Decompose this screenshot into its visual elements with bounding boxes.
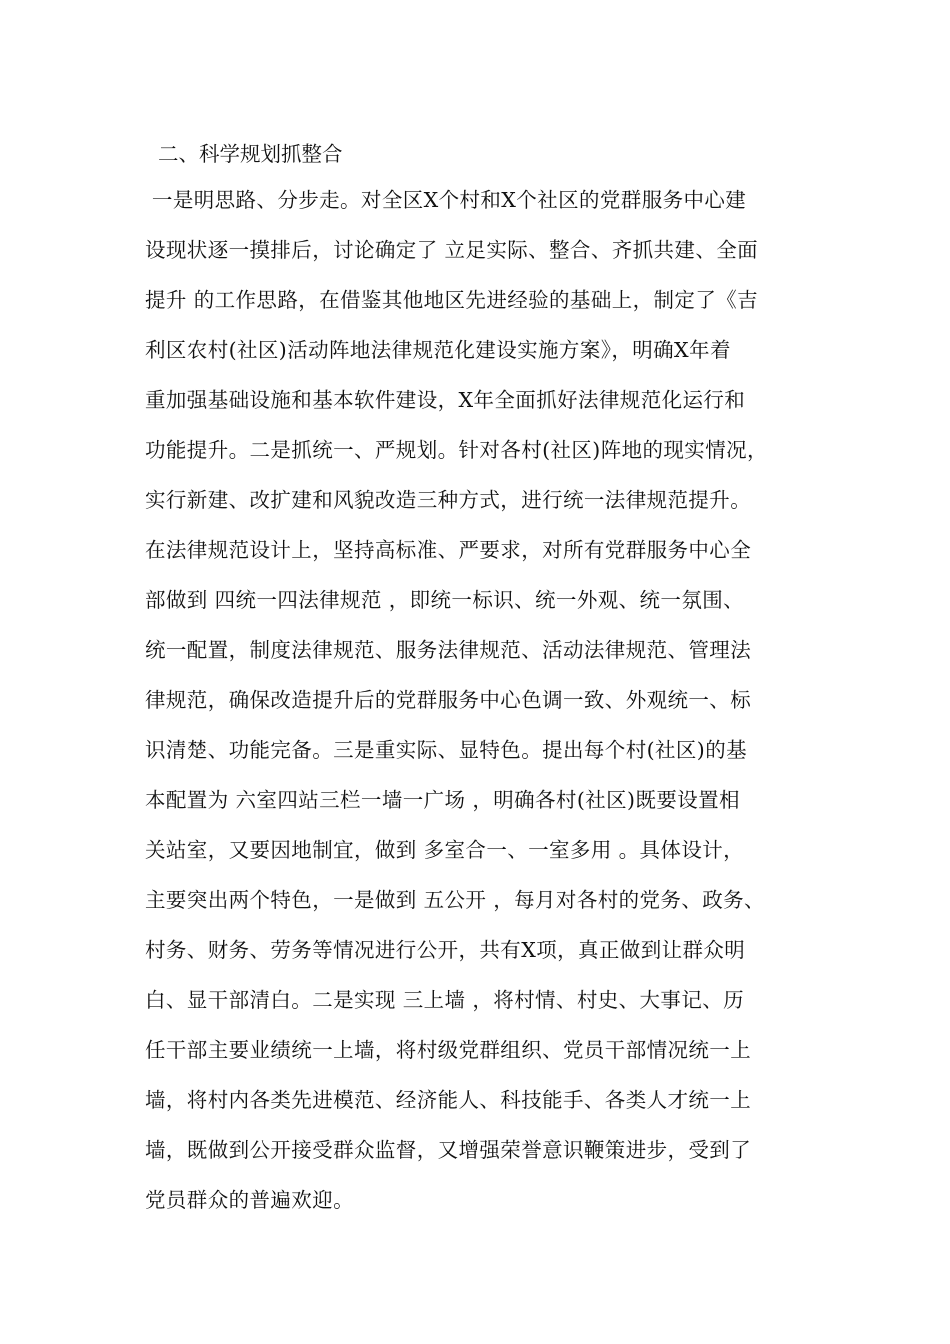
text-line: 统一配置，制度法律规范、服务法律规范、活动法律规范、管理法 [145, 638, 752, 662]
text-line: 任干部主要业绩统一上墙，将村级党群组织、党员干部情况统一上 [145, 1038, 752, 1062]
text-line: 本配置为 六室四站三栏一墙一广场 ，明确各村(社区)既要设置相 [145, 788, 740, 812]
text-line: 功能提升。二是抓统一、严规划。针对各村(社区)阵地的现实情况， [145, 438, 768, 462]
text-line: 实行新建、改扩建和风貌改造三种方式，进行统一法律规范提升。 [145, 488, 752, 512]
text-line: 在法律规范设计上，坚持高标准、严要求，对所有党群服务中心全 [145, 538, 752, 562]
text-line: 提升 的工作思路，在借鉴其他地区先进经验的基础上，制定了《吉 [145, 288, 759, 312]
text-line: 墙，将村内各类先进模范、经济能人、科技能手、各类人才统一上 [145, 1088, 752, 1112]
text-line: 一是明思路、分步走。对全区X个村和X个社区的党群服务中心建 [145, 188, 747, 212]
text-line: 设现状逐一摸排后，讨论确定了 立足实际、整合、齐抓共建、全面 [145, 238, 759, 262]
text-line: 关站室，又要因地制宜，做到 多室合一、一室多用 。具体设计， [145, 838, 745, 862]
text-line: 白、显干部清白。二是实现 三上墙 ，将村情、村史、大事记、历 [145, 988, 745, 1012]
text-line: 部做到 四统一四法律规范 ，即统一标识、统一外观、统一氛围、 [145, 588, 745, 612]
text-line: 党员群众的普遍欢迎。 [145, 1188, 354, 1212]
section-heading: 二、科学规划抓整合 [158, 142, 343, 166]
text-line: 墙，既做到公开接受群众监督，又增强荣誉意识鞭策进步，受到了 [145, 1138, 752, 1162]
text-line: 主要突出两个特色，一是做到 五公开 ，每月对各村的党务、政务、 [145, 888, 765, 912]
text-line: 识清楚、功能完备。三是重实际、显特色。提出每个村(社区)的基 [145, 738, 747, 762]
body-paragraph [145, 182, 835, 1232]
text-line: 重加强基础设施和基本软件建设，X年全面抓好法律规范化运行和 [145, 388, 746, 412]
text-line: 律规范，确保改造提升后的党群服务中心色调一致、外观统一、标 [145, 688, 752, 712]
text-line: 利区农村(社区)活动阵地法律规范化建设实施方案》，明确X年着 [145, 338, 731, 362]
text-line: 村务、财务、劳务等情况进行公开，共有X项，真正做到让群众明 [145, 938, 746, 962]
